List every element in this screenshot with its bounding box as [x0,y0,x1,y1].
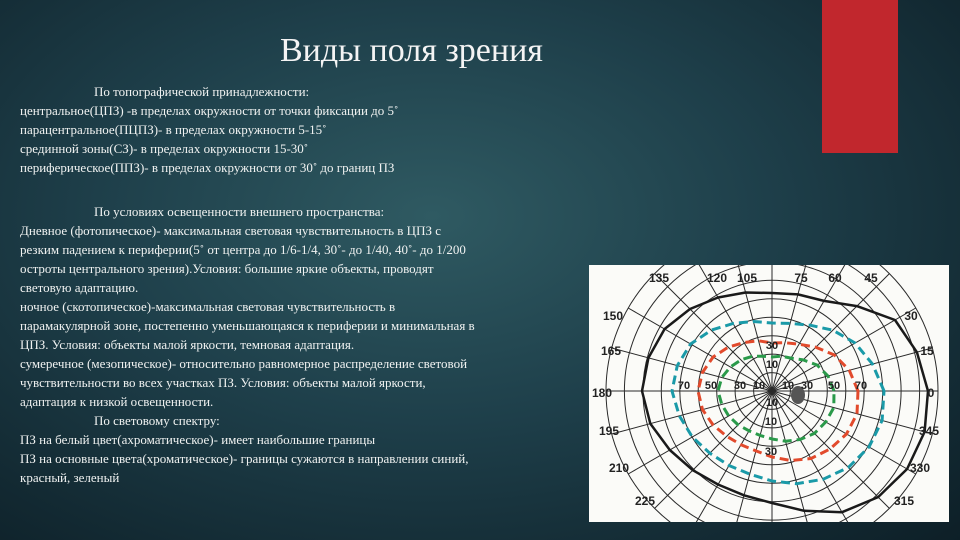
ring-label: 10 [764,416,778,428]
ring-label: 30 [733,380,747,392]
ring-label: 10 [752,380,766,392]
ring-label: 50 [704,380,718,392]
angle-label: 15 [920,344,934,358]
angle-label: 345 [918,424,940,438]
text-line: ЦПЗ. Условия: объекты малой яркости, темновая адаптация. [20,337,355,352]
ring-label: 10 [781,380,795,392]
text-line: периферическое(ППЗ)- в пределах окружности от 30˚ до границ ПЗ [20,160,395,175]
text-line: парацентральное(ПЦПЗ)- в пределах окружности 5-15˚ [20,122,327,137]
ring-label: 10 [765,359,779,371]
grid-radial-line [655,274,772,391]
topographic-text-block [20,82,590,177]
text-line: парамакулярной зоне, постепенно уменьшающаяся к периферии и минимальная в [20,318,475,333]
text-line: центральное(ЦПЗ) -в пределах окружности от точки фиксации до 5˚ [20,103,399,118]
grid-radial-line [772,391,815,522]
text-line: адаптация к низкой освещенности. [20,394,214,409]
text-line: срединной зоны(СЗ)- в пределах окружности 15-30˚ [20,141,309,156]
grid-radial-line [772,274,889,391]
red-accent-bar [822,0,898,153]
text-line: ночное (скотопическое)-максимальная световая чувствительность в [20,299,396,314]
ring-label: 30 [764,446,778,458]
text-line: По топографической принадлежности: [94,84,310,99]
text-line: резким падением к периферии(5˚ от центра до 1/6-1/4, 30˚- до 1/40, 40˚- до 1/200 [20,242,466,257]
angle-label: 330 [909,461,931,475]
text-line: ПЗ на белый цвет(ахроматическое)- имеет наибольшие границы [20,432,376,447]
angle-label: 120 [706,271,728,285]
text-line: По световому спектру: [94,413,220,428]
angle-label: 165 [600,344,622,358]
angle-label: 135 [648,271,670,285]
text-line: По условиях освещенности внешнего пространства: [94,204,385,219]
text-line: световую адаптацию. [20,280,139,295]
ring-label: 30 [765,340,779,352]
text-line: Дневное (фотопическое)- максимальная световая чувствительность в ЦПЗ с [20,223,441,238]
text-line: сумеречное (мезопическое)- относительно равномерное распределение световой [20,356,468,371]
ring-label: 50 [827,380,841,392]
text-line: красный, зеленый [20,470,120,485]
angle-label: 75 [794,271,808,285]
text-line: чувствительности во всех участках ПЗ. Условия: объекты малой яркости, [20,375,426,390]
ring-label: 70 [677,380,691,392]
angle-label: 210 [608,461,630,475]
angle-label: 180 [591,386,613,400]
perimeter-svg [589,265,949,522]
angle-label: 45 [864,271,878,285]
angle-label: 105 [736,271,758,285]
illumination-text-block [20,202,590,487]
angle-label: 195 [598,424,620,438]
slide-title: Виды поля зрения [280,32,543,69]
ring-label: 10 [765,397,779,409]
ring-label: 30 [800,380,814,392]
ring-label: 70 [854,380,868,392]
angle-label: 30 [904,309,918,323]
grid-radial-line [772,348,932,391]
perimeter-grid [606,265,938,522]
grid-radial-line [612,391,772,434]
angle-label: 0 [927,386,935,400]
angle-label: 150 [602,309,624,323]
text-line: ПЗ на основные цвета(хроматическое)- границы сужаются в направлении синий, [20,451,469,466]
angle-label: 225 [634,494,656,508]
angle-label: 60 [828,271,842,285]
angle-label: 315 [893,494,915,508]
grid-radial-line [612,348,772,391]
grid-radial-line [772,391,889,508]
text-line: остроты центрального зрения).Условия: большие яркие объекты, проводят [20,261,434,276]
visual-field-perimeter-chart [589,265,949,522]
